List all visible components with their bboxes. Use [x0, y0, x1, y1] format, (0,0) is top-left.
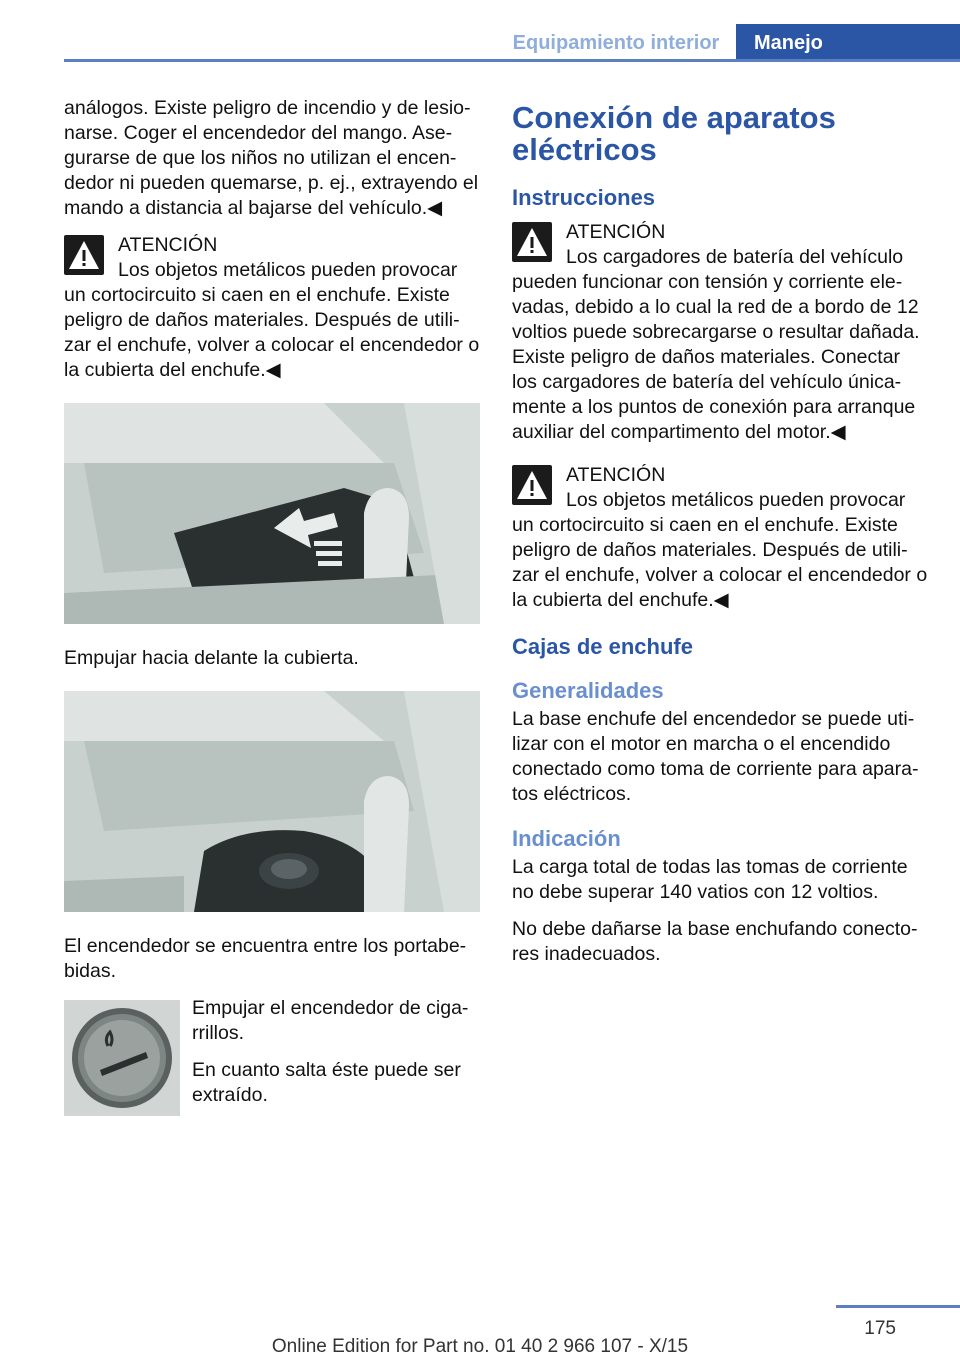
warning-icon: [512, 222, 552, 262]
warning-icon: [64, 235, 104, 275]
note-heading: Indicación: [512, 826, 621, 851]
lighter-step-row: [64, 996, 480, 1112]
header-section-tab[interactable]: Equipamiento interior: [512, 32, 720, 54]
footer-rule: [836, 1305, 960, 1308]
header-chapter-tab[interactable]: Manejo: [736, 24, 960, 62]
caption-cover: Empujar hacia delante la cubierta.: [64, 647, 359, 669]
warning-icon: [512, 465, 552, 505]
cigarette-lighter-icon: [64, 1000, 180, 1116]
header-rule: [64, 59, 960, 62]
note-text-damage: No debe dañarse la base enchufando conecto-res inadecuados.: [512, 918, 918, 965]
instructions-heading: Instrucciones: [512, 185, 656, 210]
warning-text: Los objetos metálicos pueden provocar un cortocircuito si caen en el enchufe. Existe peligro de daños materiales. Después de utili-zar el enchufe, volver a colocar el encendedor o la cubierta del enchufe.◀: [512, 489, 928, 611]
lighter-location-image: [64, 691, 480, 912]
general-heading: Generalidades: [512, 678, 664, 703]
warning-block-charger: [512, 220, 928, 445]
warning-block: [64, 233, 480, 383]
intro-paragraph: análogos. Existe peligro de incendio y de lesio-narse. Coger el encendedor del mango. Ase-gurarse de que los niños no utilizan el encen-dedor ni pueden quemarse, p. ej., extrayendo el mando a distancia al bajarse del vehículo.◀: [64, 97, 479, 219]
warning-title: ATENCIÓN: [118, 234, 218, 256]
section-title: Conexión de aparatos eléctricos: [512, 100, 836, 167]
warning-title: ATENCIÓN: [566, 464, 666, 486]
console-cover-image: [64, 403, 480, 624]
warning-text: Los objetos metálicos pueden provocar un cortocircuito si caen en el enchufe. Existe peligro de daños materiales. Después de utili-zar el enchufe, volver a colocar el encendedor o la cubierta del enchufe.◀: [64, 259, 480, 381]
warning-text: Los cargadores de batería del vehículo pueden funcionar con tensión y corriente ele-vadas, debido a lo cual la red de a bordo de 12 voltios puede sobrecargarse o resultar dañada. Existe peligro de daños materiales. Conectar los cargadores de batería del vehículo única-mente a los puntos de conexión para arranque auxiliar del compartimento del motor.◀: [512, 246, 920, 443]
warning-title: ATENCIÓN: [566, 221, 666, 243]
left-column: [64, 96, 480, 1112]
edition-footer: Online Edition for Part no. 01 40 2 966 107 - X/15: [271, 1336, 689, 1357]
right-column: [512, 96, 928, 979]
sockets-heading: Cajas de enchufe: [512, 634, 693, 659]
step-push: Empujar el encendedor de ciga-rrillos.: [192, 997, 469, 1044]
note-text-load: La carga total de todas las tomas de corriente no debe superar 140 vatios con 12 voltios.: [512, 856, 908, 903]
step-remove: En cuanto salta éste puede ser extraído.: [192, 1059, 461, 1106]
general-text: La base enchufe del encendedor se puede uti-lizar con el motor en marcha o el encendido conectado como toma de corriente para apara-tos eléctricos.: [512, 708, 919, 805]
warning-block-socket: [512, 463, 928, 613]
caption-lighter: El encendedor se encuentra entre los portabe-bidas.: [64, 935, 467, 982]
page-number: 175: [864, 1318, 896, 1339]
